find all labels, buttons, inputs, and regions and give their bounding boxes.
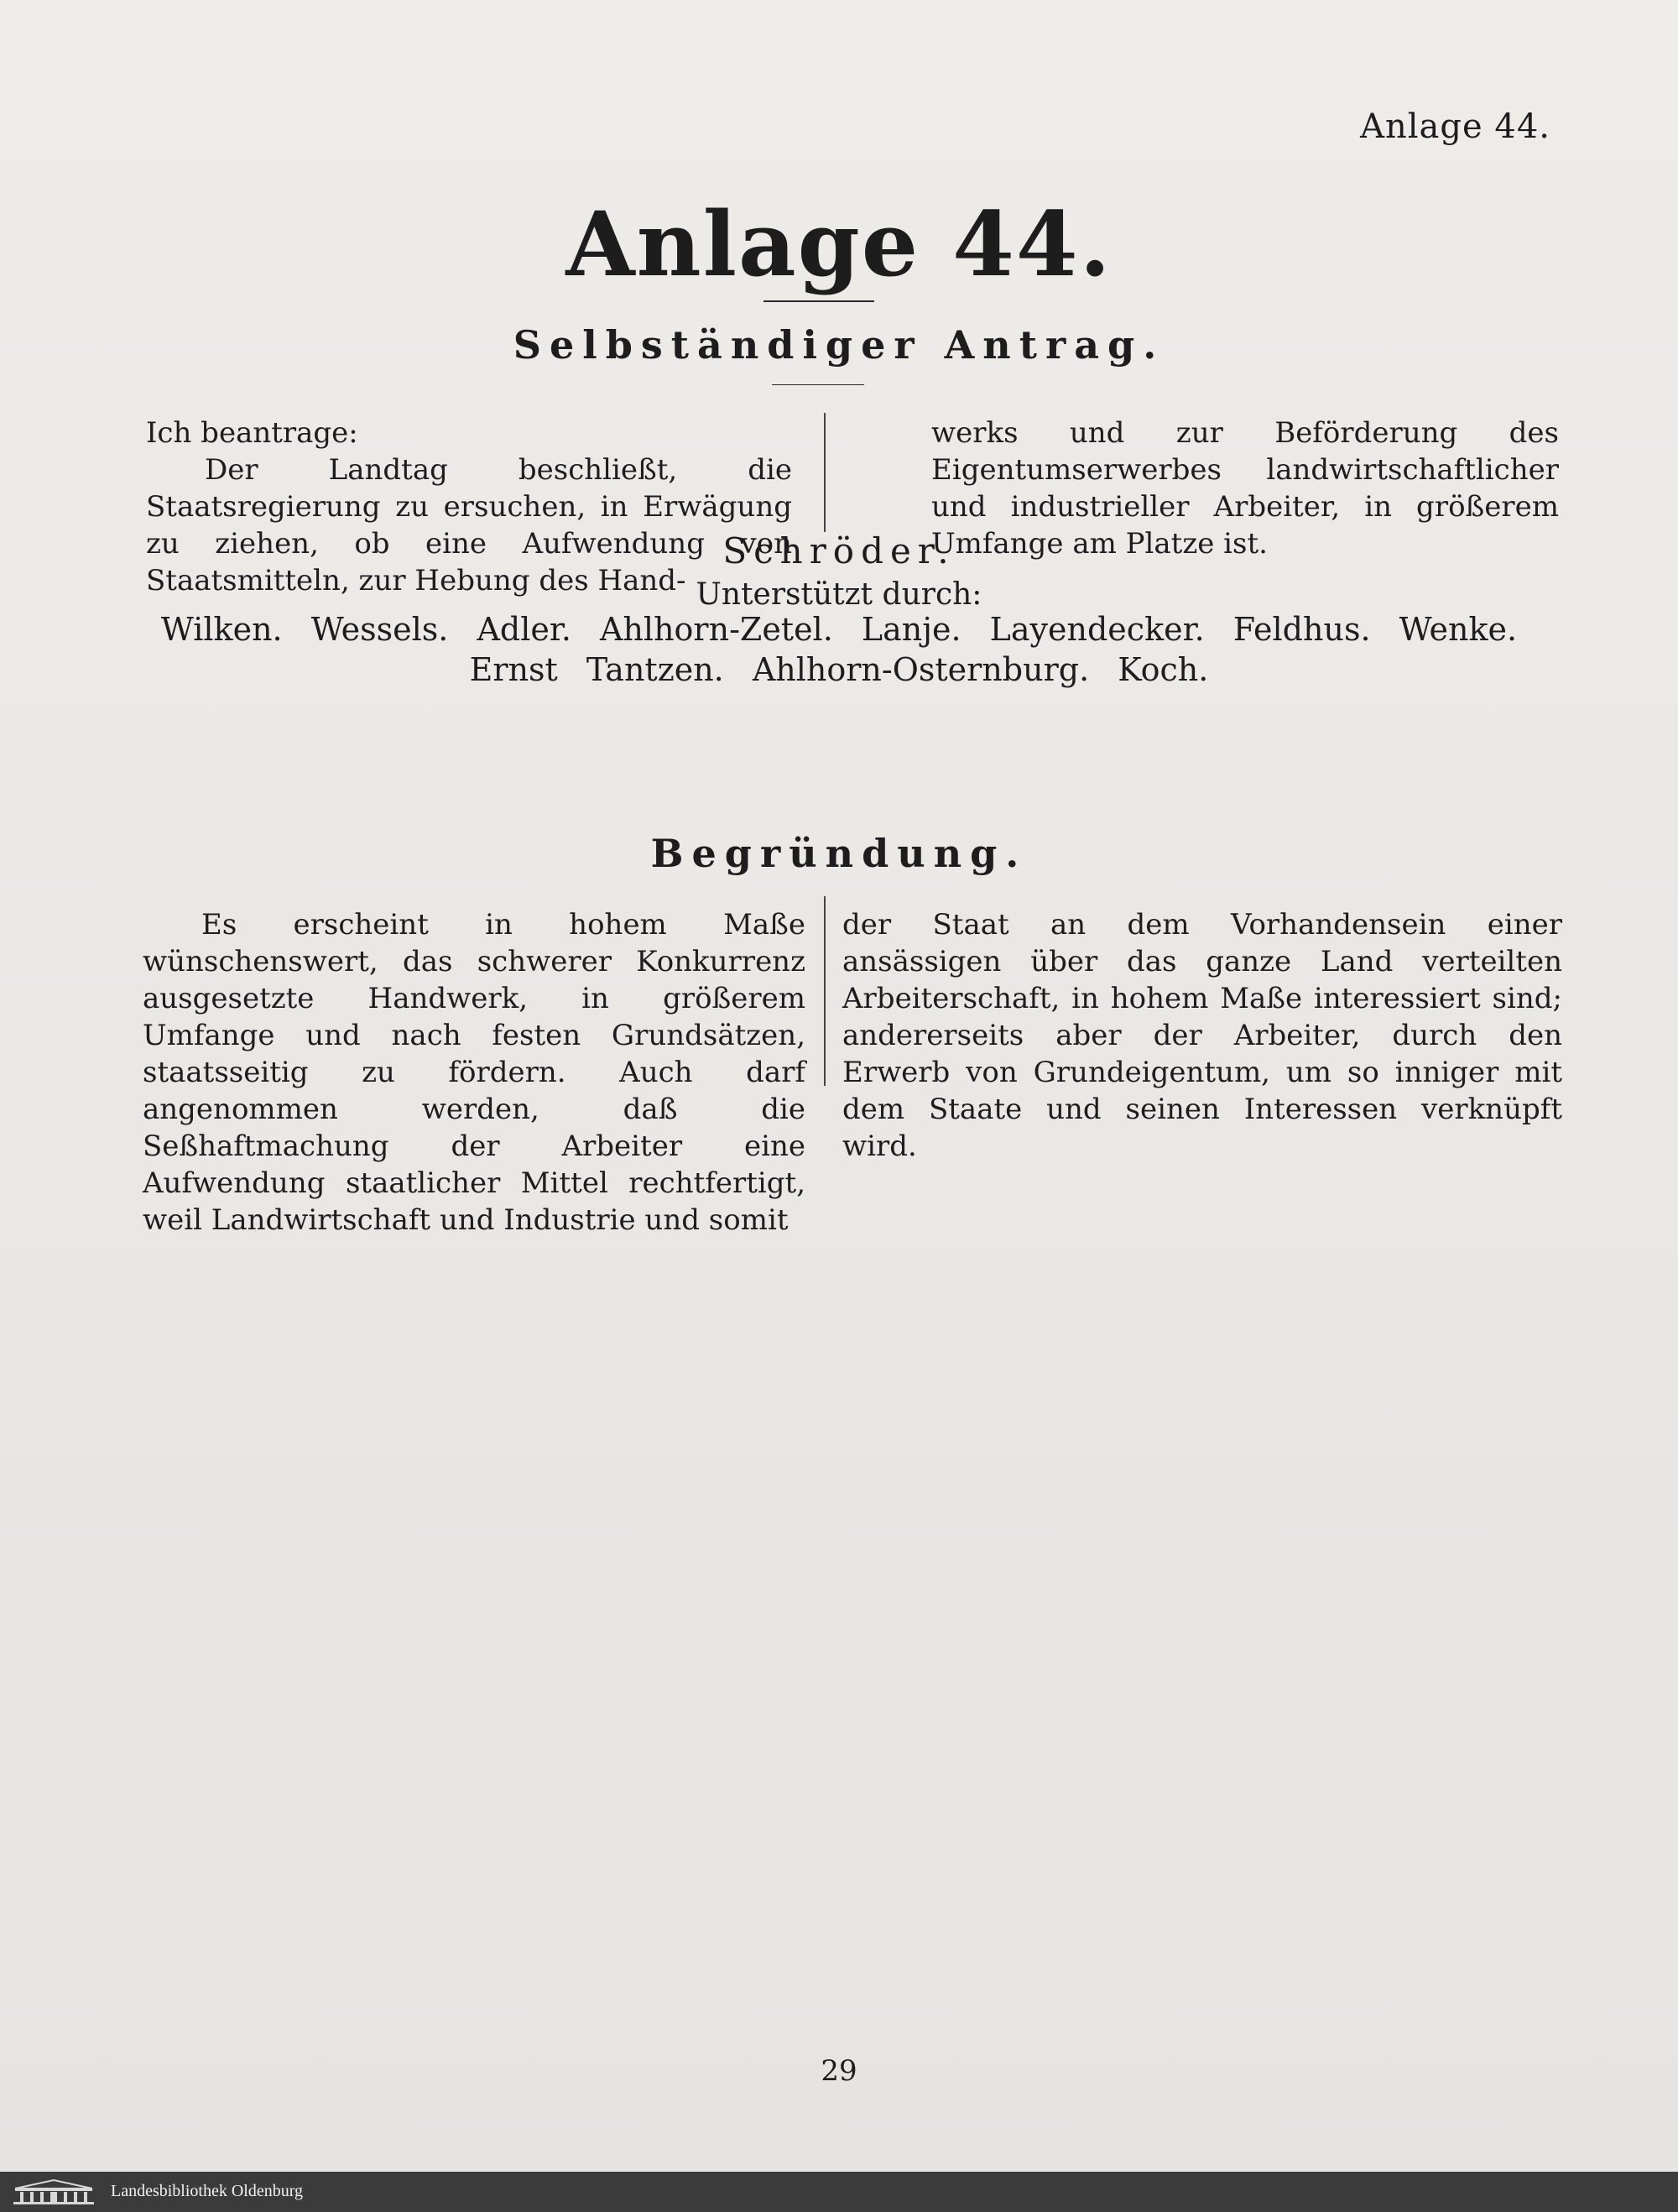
title-rule <box>763 300 874 302</box>
antrag-right-text: werks und zur Beförderung des Eigentumserwerbes landwirtschaftlicher und industrieller Arbeiter, in größerem Umfange am Platze ist. <box>931 416 1559 561</box>
antrag-left-column <box>146 415 792 599</box>
antrag-left-text: Der Landtag beschließt, die Staatsregierung zu ersuchen, in Erwägung zu ziehen, ob eine Aufwendung von Staatsmitteln, zur Hebung des Hand- <box>146 453 792 597</box>
antrag-intro: Ich beantrage: <box>146 416 358 450</box>
begruendung-right-text: der Staat an dem Vorhandensein einer ansässigen über das ganze Land verteilten Arbeiterschaft, in hohem Maße interessiert sind; andererseits aber der Arbeiter, durch den Erwerb von Grundeigentum, um so inniger mit dem Staate und seinen Interessen verknüpft wird. <box>842 908 1562 1163</box>
begruendung-left-column <box>143 906 805 1239</box>
begruendung-heading: Begründung. <box>650 831 1028 876</box>
begruendung-column-divider <box>824 896 826 1086</box>
supported-by-label: Unterstützt durch: <box>696 577 982 612</box>
page-number: 29 <box>821 2054 857 2088</box>
antrag-heading: Selbständiger Antrag. <box>513 322 1165 368</box>
supporters-line-2: Ernst Tantzen. Ahlhorn-Osternburg. Koch. <box>469 651 1209 688</box>
page-title: Anlage 44. <box>565 191 1113 296</box>
antrag-column-divider <box>824 413 826 532</box>
supporters-line-1: Wilken. Wessels. Adler. Ahlhorn-Zetel. Lanje. Layendecker. Feldhus. Wenke. <box>160 611 1518 648</box>
library-name: Landesbibliothek Oldenburg <box>111 2182 304 2200</box>
begruendung-right-column <box>842 906 1562 1165</box>
begruendung-left-text: Es erscheint in hohem Maße wünschenswert, das schwerer Konkurrenz ausgesetzte Handwerk, in größerem Umfange und nach festen Grundsätzen, staatsseitig zu fördern. Auch darf angenommen werden, daß die Seßhaftmachung der Arbeiter eine Aufwendung staatlicher Mittel rechtfertigt, weil Landwirtschaft und Industrie und somit <box>143 908 805 1237</box>
antrag-heading-rule <box>772 384 864 385</box>
running-head: Anlage 44. <box>1360 107 1550 146</box>
signer-name: Schröder. <box>722 530 956 571</box>
footer-bar <box>0 2172 1678 2212</box>
library-building-icon <box>12 2178 96 2205</box>
